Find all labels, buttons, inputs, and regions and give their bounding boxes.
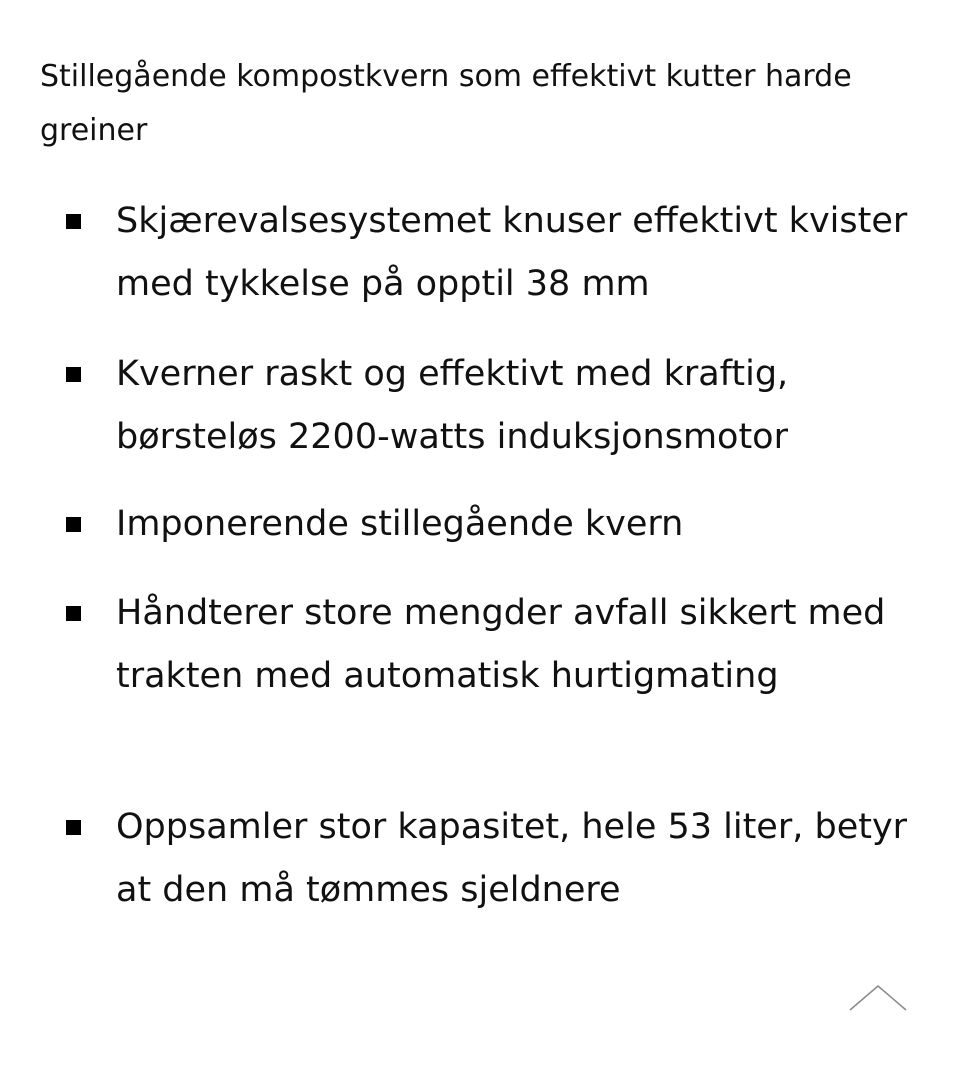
square-bullet-icon	[66, 214, 81, 229]
scroll-to-top-button[interactable]	[844, 978, 912, 1018]
feature-text: Oppsamler stor kapasitet, hele 53 liter, betyr at den må tømmes sjeldnere	[116, 807, 908, 910]
feature-text: Håndterer store mengder avfall sikkert med trakten med automatisk hurtigmating	[116, 593, 886, 696]
chevron-up-icon	[844, 978, 912, 1018]
feature-text: Imponerende stillegående kvern	[116, 504, 684, 544]
feature-text: Kverner raskt og effektivt med kraftig, børsteløs 2200-watts induksjonsmotor	[116, 354, 789, 457]
product-subtitle: Stillegående kompostkvern som effektivt kutter harde greiner	[40, 59, 852, 148]
square-bullet-icon	[66, 517, 81, 532]
square-bullet-icon	[66, 367, 81, 382]
square-bullet-icon	[66, 820, 81, 835]
feature-text: Skjærevalsesystemet knuser effektivt kvister med tykkelse på opptil 38 mm	[116, 201, 908, 304]
square-bullet-icon	[66, 606, 81, 621]
